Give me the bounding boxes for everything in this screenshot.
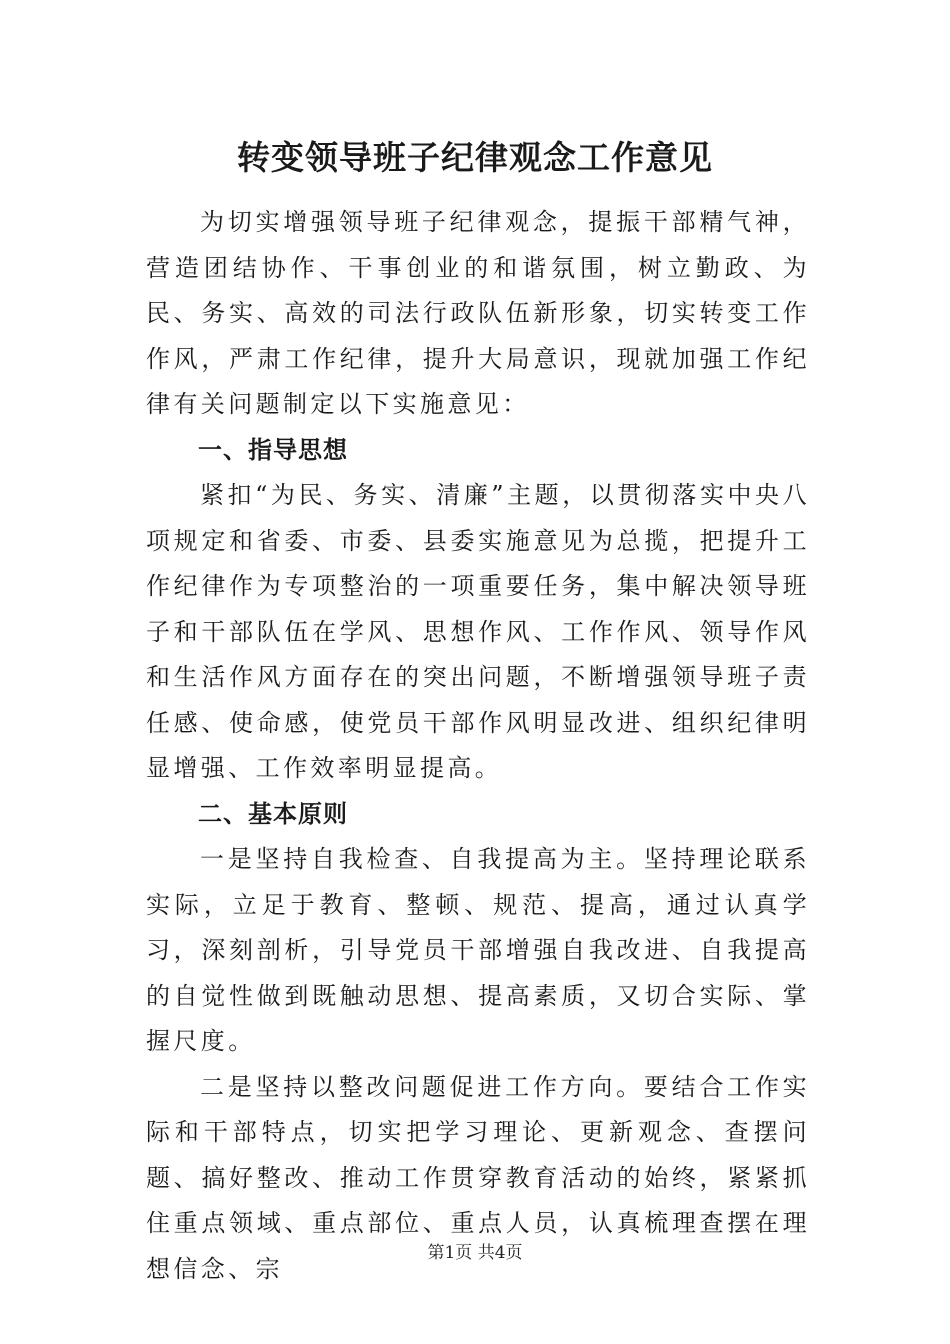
document-body bbox=[146, 200, 810, 1292]
principle-one-paragraph: 一是坚持自我检查、自我提高为主。坚持理论联系实际，立足于教育、整顿、规范、提高，通过认真学习，深刻剖析，引导党员干部增强自我改进、自我提高的自觉性做到既触动思想、提高素质，又切合实际、掌握尺度。 bbox=[146, 845, 810, 1055]
section-heading-basic-principles: 二、基本原则 bbox=[198, 799, 348, 828]
page-footer: 第1页 共4页 bbox=[427, 1243, 523, 1263]
intro-paragraph: 为切实增强领导班子纪律观念，提振干部精气神，营造团结协作、干事创业的和谐氛围，树立勤政、为民、务实、高效的司法行政队伍新形象，切实转变工作作风，严肃工作纪律，提升大局意识，现就加强工作纪律有关问题制定以下实施意见： bbox=[146, 208, 810, 418]
guiding-thought-paragraph: 紧扣“为民、务实、清廉”主题，以贯彻落实中央八项规定和省委、市委、县委实施意见为总揽，把提升工作纪律作为专项整治的一项重要任务，集中解决领导班子和干部队伍在学风、思想作风、工作作风、领导作风和生活作风方面存在的突出问题，不断增强领导班子责任感、使命感，使党员干部作风明显改进、组织纪律明显增强、工作效率明显提高。 bbox=[146, 481, 810, 782]
section-heading-guiding-thought: 一、指导思想 bbox=[198, 435, 348, 464]
principle-two-paragraph: 二是坚持以整改问题促进工作方向。要结合工作实际和干部特点，切实把学习理论、更新观念、查摆问题、搞好整改、推动工作贯穿教育活动的始终，紧紧抓住重点领域、重点部位、重点人员，认真梳理查摆在理想信念、宗 bbox=[146, 1072, 810, 1283]
document-title: 转变领导班子纪律观念工作意见 bbox=[237, 138, 713, 177]
